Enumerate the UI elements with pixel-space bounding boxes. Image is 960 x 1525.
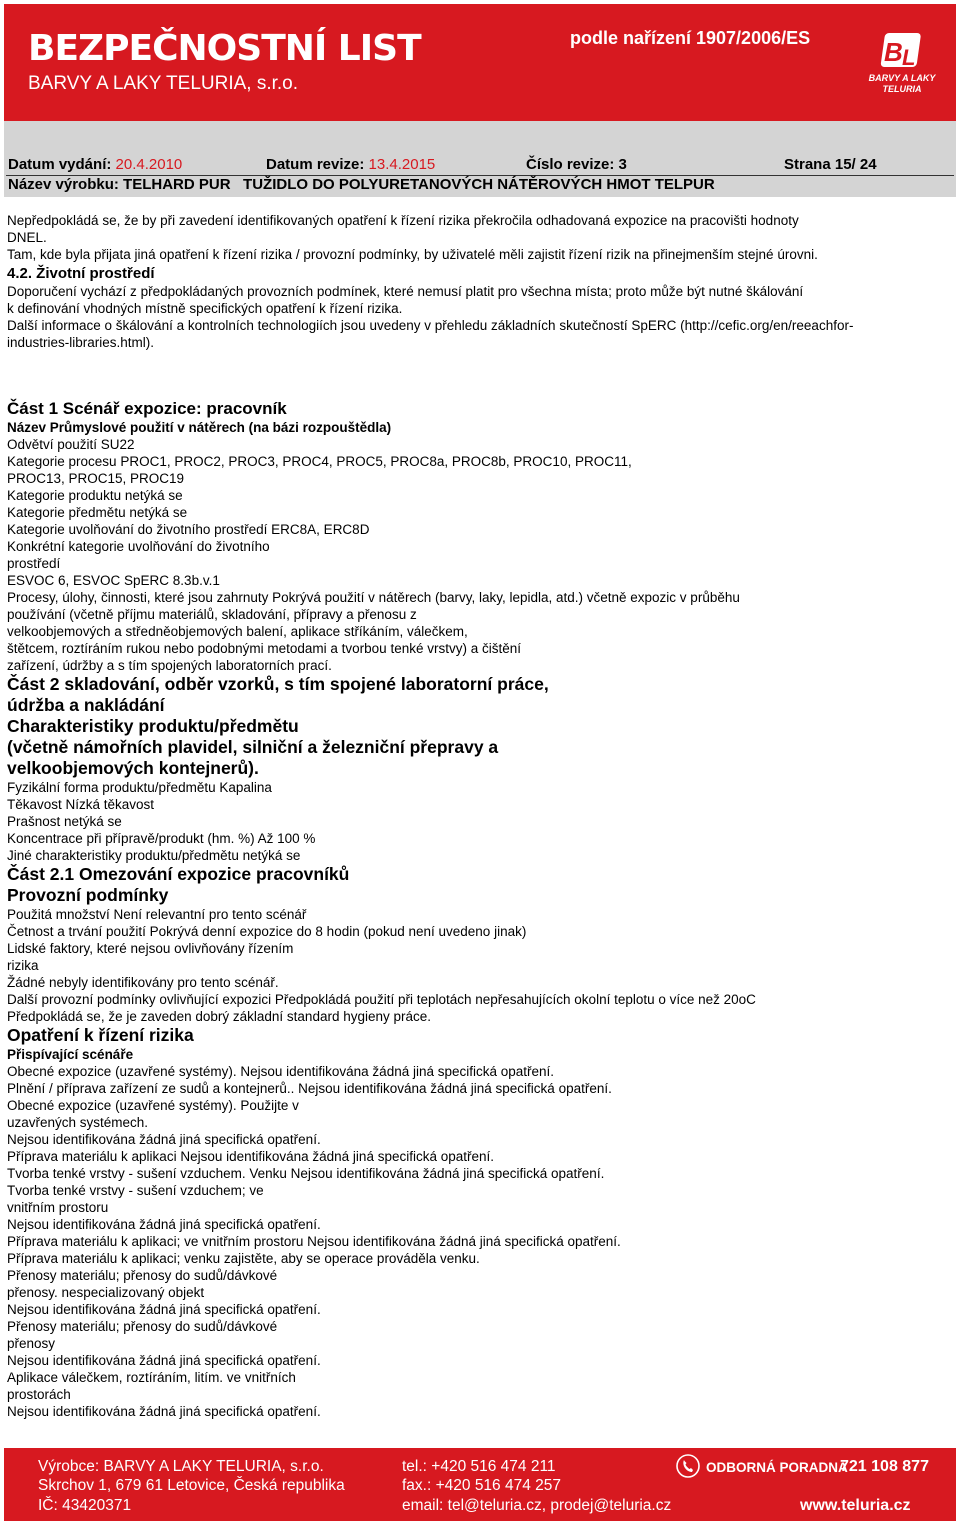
footer-address: Skrchov 1, 679 61 Letovice, Česká republika bbox=[38, 1477, 345, 1494]
company-name: BARVY A LAKY TELURIA, s.r.o. bbox=[28, 73, 299, 94]
footer-website[interactable]: www.teluria.cz bbox=[800, 1497, 911, 1514]
footer-maker: Výrobce: BARVY A LAKY TELURIA, s.r.o. bbox=[38, 1458, 324, 1475]
paragraph-characteristics: Fyzikální forma produktu/předmětu Kapalina Těkavost Nízká těkavost Prašnost netýká se Koncentrace při přípravě/produkt (hm. %) Až 100 % Jiné charakteristiky produktu/předmětu netýká se bbox=[7, 780, 316, 863]
footer-advice-label: ODBORNÁ PORADNA bbox=[706, 1460, 848, 1475]
heading-contributing-scenarios: Přispívající scénáře bbox=[7, 1047, 134, 1062]
paragraph-dnel: Nepředpokládá se, že by při zavedení identifikovaných opatření k řízení rizika překročila odhadovaná expozice na pracovišti hodnoty DNEL. bbox=[7, 213, 799, 245]
svg-text:B: B bbox=[884, 37, 903, 67]
heading-use-name: Název Průmyslové použití v nátěrech (na bázi rozpouštědla) bbox=[7, 420, 392, 435]
revision-number bbox=[526, 156, 627, 174]
paragraph-recommendation: Doporučení vychází z předpokládaných provozních podmínek, které nemusí platit pro všechna místa; proto může být nutné škálování k definování vhodných místně specifických opatření k řízení rizika. bbox=[7, 284, 804, 316]
footer-email[interactable]: email: tel@teluria.cz, prodej@teluria.cz bbox=[402, 1497, 672, 1514]
svg-text:L: L bbox=[902, 45, 916, 70]
product-name: Název výrobku: TELHARD PUR TUŽIDLO DO POLYURETANOVÝCH NÁTĚROVÝCH HMOT TELPUR bbox=[8, 176, 715, 193]
logo-tagline-top: BARVY A LAKY bbox=[868, 73, 936, 83]
footer-fax: fax.: +420 516 474 257 bbox=[402, 1477, 562, 1494]
page-number bbox=[784, 156, 877, 174]
header-banner bbox=[4, 4, 956, 121]
revision-date bbox=[266, 156, 435, 174]
phone-icon bbox=[676, 1454, 700, 1478]
company-logo bbox=[862, 27, 942, 102]
footer-tel: tel.: +420 516 474 211 bbox=[402, 1458, 556, 1475]
footer-ic: IČ: 43420371 bbox=[38, 1497, 132, 1514]
paragraph-other-measures: Tam, kde byla přijata jiná opatření k řízení rizika / provozní podmínky, by uživatelé měli zajistit řízení rizik na přinejmenším stejné úrovni. bbox=[7, 247, 818, 262]
paragraph-contributing-scenarios: Obecné expozice (uzavřené systémy). Nejsou identifikována žádná jiná specifická opatření. Plnění / příprava zařízení ze sudů a kontejnerů.. Nejsou identifikována žádná jiná specifická opatření. Obecné expozice (uzavřené systémy). Použijte v uzavřených systémech. Nejsou identifikována žádná jiná specifická opatření. Příprava materiálu k aplikaci Nejsou identifikována žádná jiná specifická opatření. Tvorba tenké vrstvy - sušení vzduchem. Venku Nejsou identifikována žádná jiná specifická opatření. Tvorba tenké vrstvy - sušení vzduchem; ve vnitřním prostoru Nejsou identifikována žádná jiná specifická opatření. Příprava materiálu k aplikaci; ve vnitřním prostoru Nejsou identifikována žádná jiná specifická opatření. Příprava materiálu k aplikaci; venku zajistěte, aby se operace prováděla venku. Přenosy materiálu; přenosy do sudů/dávkové přenosy. nespecializovaný objekt Nejsou identifikována žádná jiná specifická opatření. Přenosy materiálu; přenosy do sudů/dávkové přenosy Nejsou identifikována žádná jiná specifická opatření. Aplikace válečkem, roztíráním, litím. ve vnitřních prostorách Nejsou identifikována žádná jiná specifická opatření. bbox=[7, 1064, 621, 1419]
issue-date bbox=[8, 156, 182, 174]
logo-tagline-bottom: TELURIA bbox=[882, 84, 922, 94]
paragraph-operational-conditions: Použitá množství Není relevantní pro tento scénář Četnost a trvání použití Pokrývá denní expozice do 8 hodin (pokud není uvedeno jinak) Lidské faktory, které nejsou ovlivňovány řízením rizika Žádné nebyly identifikovány pro tento scénář. Další provozní podmínky ovlivňující expozici Předpokládá použití při teplotách nepřesahujících okolní teplotu o více než 20oC Předpokládá se, že je zaveden dobrý základní standard hygieny práce. bbox=[7, 907, 756, 1024]
logo-mark-icon bbox=[862, 27, 942, 73]
footer-banner bbox=[4, 1448, 956, 1521]
heading-part21: Část 2.1 Omezování expozice pracovníků bbox=[7, 864, 350, 884]
document-title: BEZPEČNOSTNÍ LIST bbox=[28, 28, 421, 69]
heading-operational-conditions: Provozní podmínky bbox=[7, 885, 169, 905]
heading-risk-measures: Opatření k řízení rizika bbox=[7, 1025, 194, 1045]
heading-part1: Část 1 Scénář expozice: pracovník bbox=[7, 399, 287, 418]
issue-date-value: 20.4.2010 bbox=[115, 156, 183, 173]
page-label: Strana bbox=[784, 156, 831, 173]
heading-characteristics: Charakteristiky produktu/předmětu (včetně námořních plavidel, silniční a železniční přepravy a velkoobjemových kontejnerů). bbox=[7, 716, 499, 778]
regulation-text: podle nařízení 1907/2006/ES bbox=[570, 28, 811, 48]
heading-environment: 4.2. Životní prostředí bbox=[7, 265, 155, 282]
page-value: 15/ 24 bbox=[834, 156, 877, 173]
heading-part2: Část 2 skladování, odběr vzorků, s tím spojené laboratorní práce, údržba a nakládání bbox=[7, 674, 549, 715]
issue-date-label: Datum vydání: bbox=[8, 156, 112, 173]
revision-date-value: 13.4.2015 bbox=[368, 156, 436, 173]
revision-number-value: 3 bbox=[618, 156, 627, 173]
revision-number-label: Číslo revize: bbox=[526, 156, 615, 173]
paragraph-sperc: Další informace o škálování a kontrolních technologiích jsou uvedeny v přehledu základních skutečností SpERC (http://cefic.org/en/reeachfor- industries-libraries.html). bbox=[7, 318, 854, 350]
revision-date-label: Datum revize: bbox=[266, 156, 365, 173]
document-info-bar bbox=[4, 121, 956, 197]
footer-advice-number: 721 108 877 bbox=[840, 1458, 929, 1475]
document-body bbox=[7, 212, 947, 1420]
paragraph-use-descriptors: Odvětví použití SU22 Kategorie procesu PROC1, PROC2, PROC3, PROC4, PROC5, PROC8a, PROC8b, PROC10, PROC11, PROC13, PROC15, PROC19 Kategorie produktu netýká se Kategorie předmětu netýká se Kategorie uvolňování do životního prostředí ERC8A, ERC8D Konkrétní kategorie uvolňování do životního prostředí ESVOC 6, ESVOC SpERC 8.3b.v.1 Procesy, úlohy, činnosti, které jsou zahrnuty Pokrývá použití v nátěrech (barvy, laky, lepidla, atd.) včetně expozic v průběhu používání (včetně příjmu materiálů, skladování, přípravy a přenosu z velkoobjemových a středněobjemových balení, aplikace stříkáním, válečkem, štětcem, roztíráním rukou nebo podobnými metodami a tvorbou tenké vrstvy) a čištění zařízení, údržby a s tím spojených laboratorních prací. bbox=[7, 437, 740, 673]
